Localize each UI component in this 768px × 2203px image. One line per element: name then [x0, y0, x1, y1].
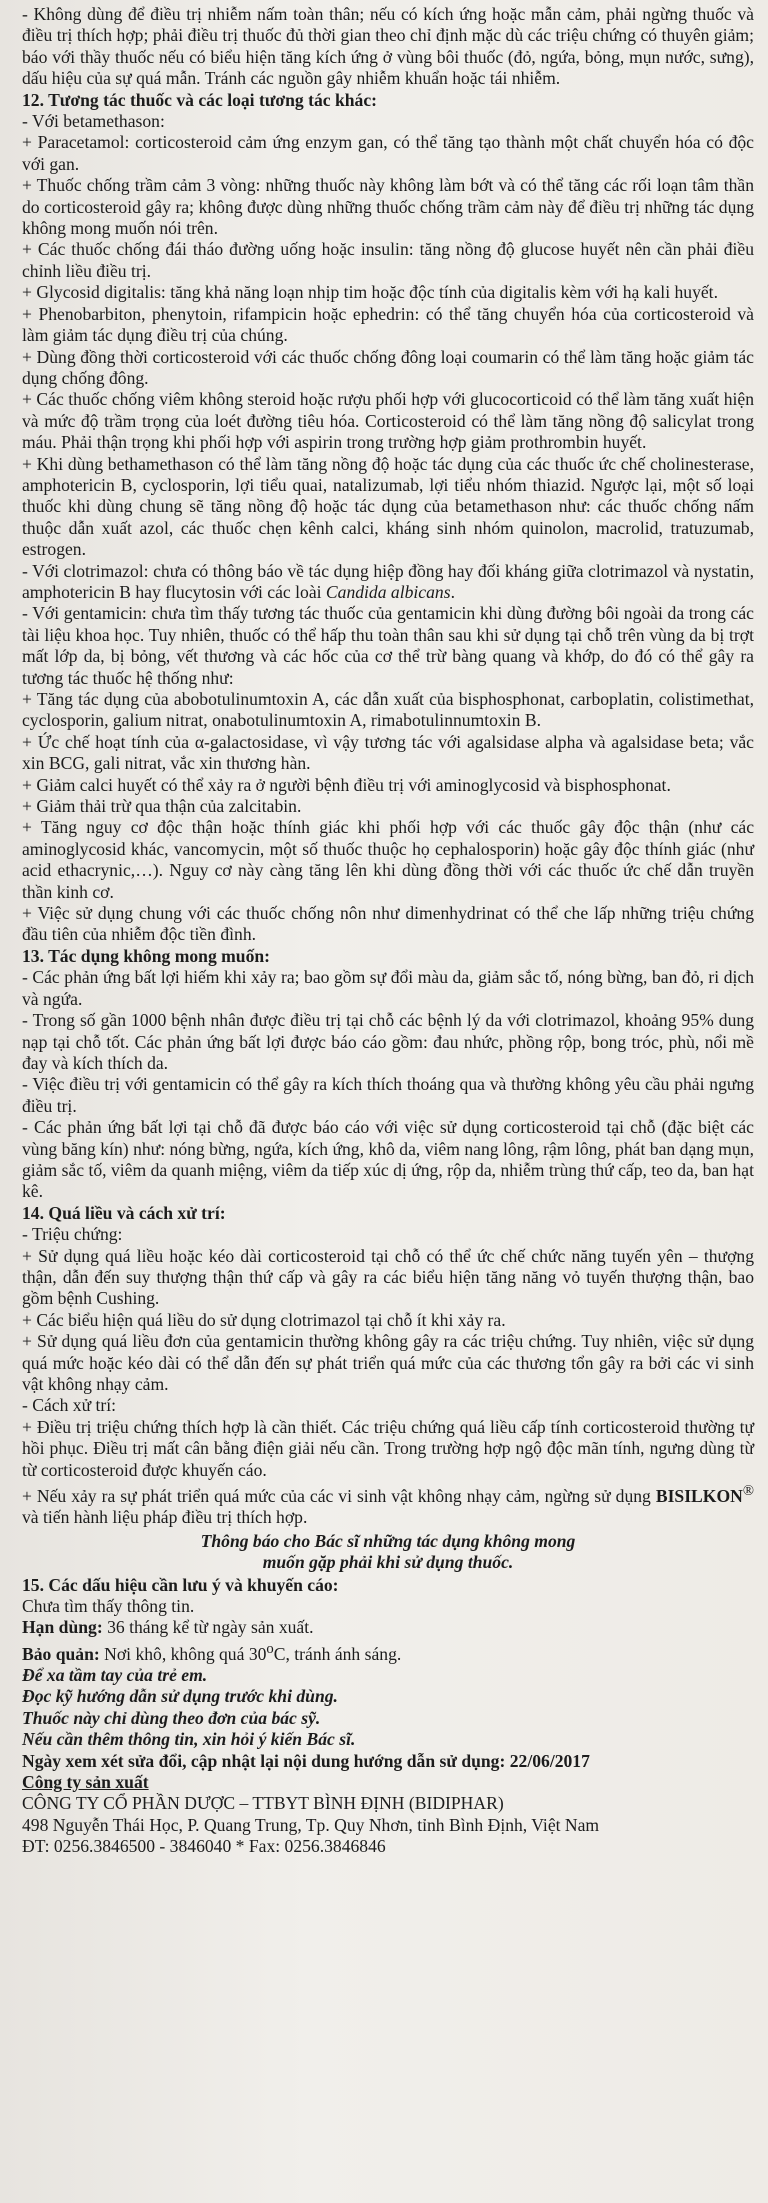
revision-label: Ngày xem xét sửa đổi, cập nhật lại nội dung hướng dẫn sử dụng:	[22, 1750, 506, 1771]
section-14-heading: 14. Quá liều và cách xử trí:	[22, 1202, 226, 1223]
interaction-paragraph: + Giảm thải trừ qua thận của zalcitabin.	[22, 796, 302, 817]
adverse-effect-paragraph: - Trong số gần 1000 bệnh nhân được điều trị tại chỗ các bệnh lý da với clotrimazol, khoảng 95% dung nạp tại chỗ tốt. Các phản ứng bất lợi được báo cáo gồm: đau nhức, phồng rộp, bong tróc, phù, nổi mề đay và kích thích da.	[22, 1010, 754, 1073]
manufacturer-label: Công ty sản xuất	[22, 1772, 149, 1793]
storage-value: Nơi khô, không quá 30	[99, 1643, 267, 1664]
manufacturer-address: 498 Nguyễn Thái Học, P. Quang Trung, Tp. Quy Nhơn, tỉnh Bình Định, Việt Nam	[22, 1814, 600, 1835]
interaction-paragraph: + Các thuốc chống viêm không steroid hoặc rượu phối hợp với glucocorticoid có thể làm tăng xuất hiện và mức độ trầm trọng của loét đường tiêu hóa. Corticosteroid có thể làm tăng nồng độ salicylat trong máu. Phải thận trọng khi phối hợp với aspirin trong trường hợp giảm prothrombin huyết.	[22, 389, 754, 453]
storage-label: Bảo quản:	[22, 1643, 100, 1664]
period: .	[450, 581, 455, 602]
adverse-effect-paragraph: - Các phản ứng bất lợi hiếm khi xảy ra; bao gồm sự đổi màu da, giảm sắc tố, nóng bừng, ban đỏ, ri dịch và ngứa.	[22, 967, 754, 1009]
overdose-text-tail: và tiến hành liệu pháp điều trị thích hợp.	[22, 1507, 308, 1528]
overdose-paragraph: + Các biểu hiện quá liều do sử dụng clotrimazol tại chỗ ít khi xảy ra.	[22, 1309, 506, 1330]
manufacturer-phone: ĐT: 0256.3846500 - 3846040 * Fax: 0256.3846846	[22, 1836, 386, 1857]
contraindication-paragraph: - Không dùng để điều trị nhiễm nấm toàn thân; nếu có kích ứng hoặc mẫn cảm, phải ngừng thuốc và điều trị thích hợp; phải điều trị thuốc đủ thời gian theo chỉ định mặc dù các triệu chứng có thuyên giảm; báo với thầy thuốc nếu có biểu hiện tăng kích ứng ở vùng bôi thuốc (đỏ, ngứa, bỏng, mụn nước, sưng), dấu hiệu của sự quá mẫn. Tránh các nguồn gây nhiễm khuẩn hoặc tái nhiễm.	[22, 4, 754, 89]
interaction-paragraph: + Tăng nguy cơ độc thận hoặc thính giác khi phối hợp với các thuốc gây độc thận (như các aminoglycosid khác, vancomycin, một số thuốc thuộc họ cephalosporin) hoặc gây độc thính giác (như acid ethacrynic,…). Nguy cơ này càng tăng lên khi dùng đồng thời với các thuốc ức chế dẫn truyền thần kinh cơ.	[22, 817, 754, 902]
overdose-paragraph	[22, 1481, 754, 1529]
storage-conditions	[22, 1639, 754, 1665]
overdose-paragraph: + Sử dụng quá liều đơn của gentamicin thường không gây ra các triệu chứng. Tuy nhiên, việc sử dụng quá mức hoặc kéo dài có thể dẫn đến sự phát triển quá mức của các thương tổn gây ra bởi các vi sinh vật không nhạy cảm.	[22, 1331, 754, 1394]
registered-mark: ®	[742, 1483, 754, 1500]
section-12-heading: 12. Tương tác thuốc và các loại tương tác khác:	[22, 89, 377, 110]
interaction-paragraph: + Tăng tác dụng của abobotulinumtoxin A, các dẫn xuất của bisphosphonat, carboplatin, colistimethat, cyclosporin, galium nitrat, onabotulinumtoxin A, rimabotulinnumtoxin B.	[22, 689, 754, 731]
doctor-notice-line: Thông báo cho Bác sĩ những tác dụng không mong	[200, 1530, 576, 1551]
manufacturer-name: CÔNG TY CỔ PHẦN DƯỢC – TTBYT BÌNH ĐỊNH (BIDIPHAR)	[22, 1793, 504, 1814]
revision-date-value: 22/06/2017	[509, 1750, 590, 1771]
product-name: BISILKON	[655, 1485, 743, 1506]
overdose-paragraph: + Điều trị triệu chứng thích hợp là cần thiết. Các triệu chứng quá liều cấp tính corticosteroid thường tự hồi phục. Điều trị mất cân bằng điện giải nếu cần. Trong trường hợp ngộ độc mãn tính, ngưng dùng từ từ corticosteroid được khuyến cáo.	[22, 1416, 754, 1480]
species-name: Candida albicans	[325, 581, 451, 602]
adverse-effect-paragraph: - Việc điều trị với gentamicin có thể gây ra kích thích thoáng qua và thường không yêu cầu phải ngưng điều trị.	[22, 1074, 754, 1116]
interaction-paragraph: + Giảm calci huyết có thể xảy ra ở người bệnh điều trị với aminoglycosid và bisphosphonat.	[22, 774, 671, 795]
doctor-notice-line: muốn gặp phải khi sử dụng thuốc.	[262, 1552, 514, 1573]
shelf-life-value: 36 tháng kể từ ngày sản xuất.	[102, 1617, 314, 1638]
warning-line: Nếu cần thêm thông tin, xin hỏi ý kiến Bác sĩ.	[22, 1729, 356, 1750]
shelf-life	[22, 1617, 754, 1638]
interaction-paragraph: + Thuốc chống trầm cảm 3 vòng: những thuốc này không làm bớt và có thể tăng các rối loạn tâm thần do corticosteroid gây ra; không được dùng những thuốc chống trầm cảm này để điều trị những tác dụng không mong muốn nói trên.	[22, 175, 754, 239]
overdose-paragraph: - Triệu chứng:	[22, 1224, 123, 1245]
doctor-notice	[22, 1531, 754, 1574]
interaction-paragraph: + Paracetamol: corticosteroid cảm ứng enzym gan, có thể tăng tạo thành một chất chuyển hóa có độc với gan.	[22, 132, 754, 174]
interaction-paragraph: - Với betamethason:	[22, 111, 165, 132]
overdose-paragraph: - Cách xử trí:	[22, 1395, 117, 1416]
interaction-paragraph: + Các thuốc chống đái tháo đường uống hoặc insulin: tăng nồng độ glucose huyết nên cần phải điều chỉnh liều điều trị.	[22, 239, 754, 281]
interaction-paragraph: + Việc sử dụng chung với các thuốc chống nôn như dimenhydrinat có thể che lấp những triệu chứng đầu tiên của nhiễm độc tiền đình.	[22, 903, 754, 945]
interaction-paragraph	[22, 561, 754, 604]
interaction-paragraph: + Khi dùng bethamethason có thể làm tăng nồng độ hoặc tác dụng của các thuốc ức chế cholinesterase, amphotericin B, cyclosporin, lợi tiểu quai, natalizumab, lợi tiểu nhóm thiazid. Ngược lại, một số loại thuốc khi dùng chung sẽ tăng nồng độ hoặc tác dụng của betamethason như: các thuốc chống nấm thuộc dẫn xuất azol, các thuốc chẹn kênh calci, kháng sinh nhóm quinolon, macrolid, tratuzumab, estrogen.	[22, 453, 754, 560]
interaction-paragraph: + Ức chế hoạt tính của α-galactosidase, vì vậy tương tác với agalsidase alpha và agalsidase beta; vắc xin BCG, gali nitrat, vắc xin thương hàn.	[22, 731, 754, 774]
shelf-life-label: Hạn dùng:	[22, 1617, 103, 1638]
section-15-heading: 15. Các dấu hiệu cần lưu ý và khuyến cáo:	[22, 1574, 339, 1595]
interaction-paragraph: + Glycosid digitalis: tăng khả năng loạn nhịp tim hoặc độc tính của digitalis kèm với hạ kali huyết.	[22, 282, 718, 303]
interaction-paragraph: + Dùng đồng thời corticosteroid với các thuốc chống đông loại coumarin có thể làm tăng hoặc giảm tác dụng chống đông.	[22, 346, 754, 388]
adverse-effect-paragraph: - Các phản ứng bất lợi tại chỗ đã được báo cáo với việc sử dụng corticosteroid tại chỗ (đặc biệt các vùng băng kín) như: nóng bừng, ngứa, kích ứng, khô da, viêm nang lông, rậm lông, phát ban dạng mụn, giảm sắc tố, viêm da quanh miệng, viêm da tiếp xúc dị ứng, rộp da, nhiễm trùng thứ cấp, teo da, ban hạt kê.	[22, 1117, 754, 1202]
overdose-text: + Nếu xảy ra sự phát triển quá mức của các vi sinh vật không nhạy cảm, ngừng sử dụng	[22, 1485, 656, 1506]
clotrimazol-text: - Với clotrimazol: chưa có thông báo về tác dụng hiệp đồng hay đối kháng giữa clotrimazol và nystatin, amphotericin B hay flucytosin với các loài	[22, 560, 754, 602]
storage-value-tail: C, tránh ánh sáng.	[273, 1643, 402, 1664]
section-13-heading: 13. Tác dụng không mong muốn:	[22, 945, 271, 966]
degree-mark: o	[266, 1640, 274, 1657]
warning-line: Thuốc này chỉ dùng theo đơn của bác sỹ.	[22, 1707, 321, 1728]
interaction-paragraph: - Với gentamicin: chưa tìm thấy tương tác thuốc của gentamicin khi dùng đường bôi ngoài da trong các tài liệu khoa học. Tuy nhiên, thuốc có thể hấp thu toàn thân sau khi sử dụng tại chỗ trên vùng da bị trợt mất lớp da, bị bỏng, vết thương và các hốc của cơ thể trừ bàng quang và khớp, do đó có thể gây ra tương tác thuốc hệ thống như:	[22, 603, 754, 688]
warning-line: Để xa tầm tay của trẻ em.	[22, 1665, 208, 1685]
warning-line: Đọc kỹ hướng dẫn sử dụng trước khi dùng.	[22, 1686, 338, 1707]
revision-date	[22, 1751, 754, 1772]
section-15-text: Chưa tìm thấy thông tin.	[22, 1595, 195, 1616]
overdose-paragraph: + Sử dụng quá liều hoặc kéo dài corticosteroid tại chỗ có thể ức chế chức năng tuyến yên – thượng thận, dẫn đến suy thượng thận thứ cấp và gây ra các biểu hiện tăng năng vỏ tuyến thượng thận, bao gồm bệnh Cushing.	[22, 1245, 754, 1309]
interaction-paragraph: + Phenobarbiton, phenytoin, rifampicin hoặc ephedrin: có thể tăng chuyển hóa của corticosteroid và làm giảm tác dụng điều trị của chúng.	[22, 303, 754, 346]
